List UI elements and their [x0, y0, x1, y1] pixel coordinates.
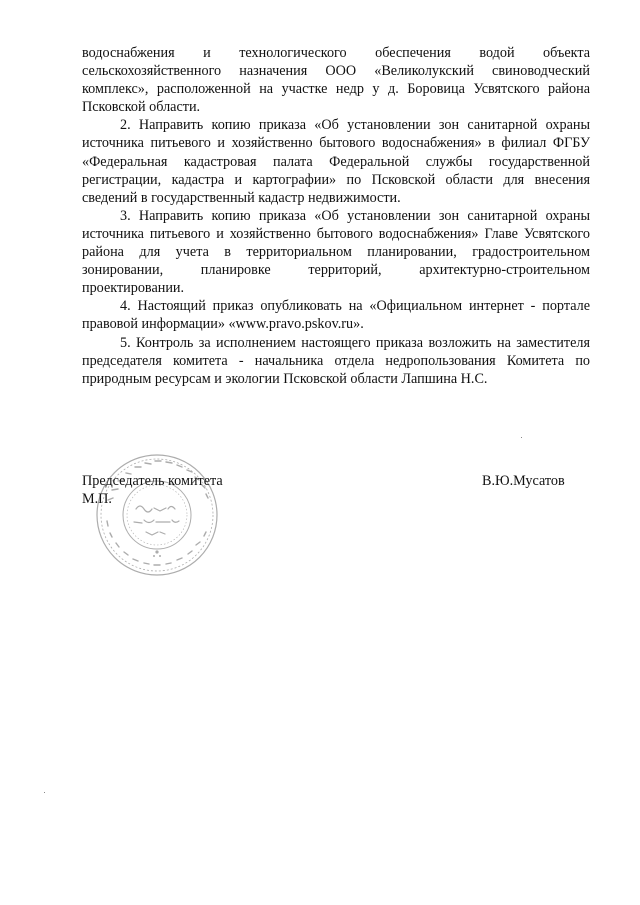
- paragraph-item-4: 4. Настоящий приказ опубликовать на «Официальном интернет - портале правовой информации» «www.pravo.pskov.ru».: [82, 298, 590, 333]
- paragraph-item-5: 5. Контроль за исполнением настоящего приказа возложить на заместителя председателя комитета - начальника отдела недропользования Комитета по природным ресурсам и экологии Псковской области Лапшина Н.С.: [82, 334, 590, 387]
- seal-place-label: М.П.: [82, 491, 112, 507]
- paragraph-item-3: 3. Направить копию приказа «Об установлении зон санитарной охраны источника питьевого и хозяйственно бытового водоснабжения» Главе Усвятского района для учета в территориальном планировании, градостроительном зонировании, планировке территорий, архитектурно-строительном проектировании.: [82, 207, 590, 297]
- paragraph-item-2: 2. Направить копию приказа «Об установлении зон санитарной охраны источника питьевого и хозяйственно бытового водоснабжения» в филиал ФГБУ «Федеральная кадастровая палата Федеральной службы государственной регистрации, кадастра и картографии» по Псковской области для внесения сведений в государственный кадастр недвижимости.: [82, 117, 590, 206]
- signatory-name: В.Ю.Мусатов: [482, 473, 565, 489]
- paragraph-continuation: водоснабжения и технологического обеспечения водой объекта сельскохозяйственного назначения ООО «Великолукский свиноводческий комплекс», расположенной на участке недр у д. Боровица Усвятского района Псковской области.: [82, 45, 590, 116]
- official-seal-stamp: [94, 452, 220, 578]
- scan-speck: [44, 792, 45, 793]
- document-body: [82, 44, 590, 388]
- signature-title: Председатель комитета: [82, 473, 223, 489]
- scan-speck: [521, 437, 522, 438]
